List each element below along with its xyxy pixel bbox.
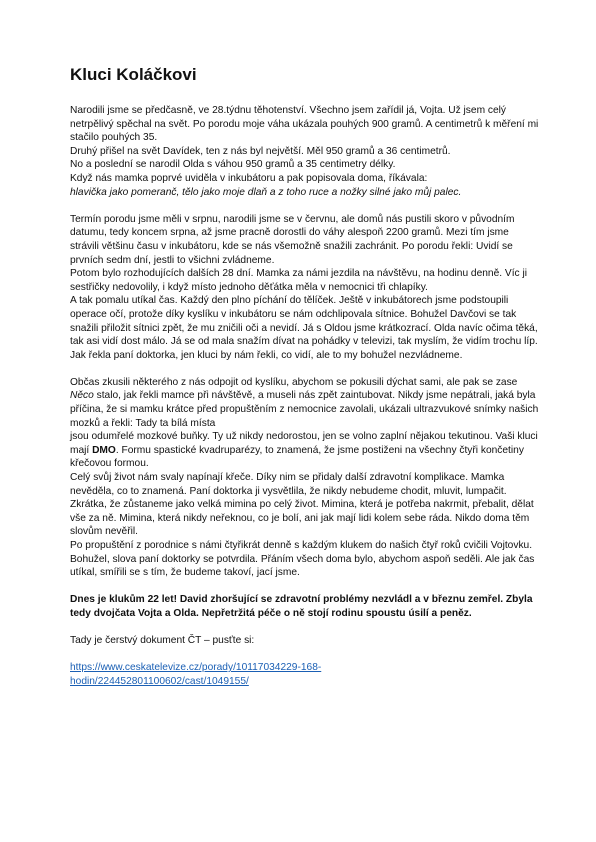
paragraph-line: No a poslední se narodil Olda s váhou 950 gramů a 35 centimetry délky. [70,159,396,171]
link-line[interactable]: https://www.ceskatelevize.cz/porady/10117034229-168- [70,662,322,674]
text-run: . Formu spastické kvadruparézy, to znamená, že jsme postiženi na všechny čtyři končetiny křečovou formou. [70,444,524,470]
link-line[interactable]: hodin/224452801100602/cast/1049155/ [70,675,249,687]
document-page [70,64,540,702]
paragraph-hospital [70,213,540,363]
paragraph-line: Celý svůj život nám svaly napínají křeče. Díky nim se přidaly další zdravotní komplikace. Mamka nevěděla, co to znamená. Paní doktorka ji vysvětlila, že nikdy nebudeme chodit, mluvit, lumpačit. Zkrátka, že zůstaneme jako velká mimina po celý život. Mimina, která je potřeba nakrmit, přebalit, dělat vše za ně. Mimina, která nikdy neřeknou, co je bolí, ani jak mají lidi kolem sebe ráda. Nikdo doma těm slovům nevěřil. [70,472,534,538]
paragraph-documentary [70,634,540,648]
paragraph-line: Když nás mamka poprvé uviděla v inkubátoru a pak popisovala doma, říkávala: [70,172,428,184]
paragraph-line [70,376,540,430]
text-run: stalo, jak řekli mamce při návštěvě, a museli nás zpět zaintubovat. Nikdy jsme nepátrali, jaká byla příčina, že si mamku krátce před propuštěním z nemocnice zavolali, ukázali ultrazvukové snímky našich mozků a řekli: Tady ta bílá místa [70,390,539,429]
paragraph-diagnosis [70,376,540,580]
text-run: jsou odumřelé mozkové buňky. Ty už nikdy nedorostou, jen se volno zaplní nějakou tekutinou. Vaši kluci mají [70,431,538,456]
paragraph-line: Po propuštění z porodnice s námi čtyřikrát denně s každým klukem do našich čtyř roků cvičili Vojtovku. Bohužel, slova paní doktorky se potvrdila. Přáním všech doma bylo, abychom aspoň seděli. Ale jak čas utíkal, smířili se s tím, že budeme takoví, jací jsme. [70,540,535,579]
paragraph-line: Narodili jsme se předčasně, ve 28.týdnu těhotenství. Všechno jsem zařídil já, Vojta. Už jsem celý netrpělivý spěchal na svět. Po porodu moje váha ukázala pouhých 900 gramů. A centimetrů k měření mi stačilo pouhých 35. [70,105,539,144]
paragraph-line: Druhý přišel na svět Davídek, ten z nás byl největší. Měl 950 gramů a 36 centimetrů. [70,145,451,157]
paragraph-line: Potom bylo rozhodujících dalších 28 dní. Mamka za námi jezdila na návštěvu, na hodinu denně. Víc ji sestřičky nedovolily, i když místo jednoho děťátka měla v nemocnici tři chlapíky. [70,268,527,293]
document-title: Kluci Koláčkovi [70,65,197,84]
paragraph-line [70,430,540,471]
italic-word: Něco [70,390,94,402]
italic-quote: hlavička jako pomeranč, tělo jako moje dlaň a z toho ruce a nožky silné jako můj palec. [70,186,462,198]
bold-abbreviation: DMO [92,444,116,456]
paragraph-today [70,593,540,620]
paragraph-line: Termín porodu jsme měli v srpnu, narodili jsme se v červnu, ale domů nás pustili skoro v původním datumu, tedy koncem srpna, až jsme pracně dorostli do váhy alespoň 2200 gramů. Mezi tím jsme strávili většinu času v inkubátoru, kde se nás všemožně snažili zachránit. Po porodu řekli: Uvidí se prvních sedm dní, jestli to všichni zvládneme. [70,213,515,266]
paragraph-line: Tady je čerstvý dokument ČT – pusťte si: [70,635,255,647]
text-run: Občas zkusili některého z nás odpojit od kyslíku, abychom se pokusili dýchat sami, ale pak se zase [70,376,518,388]
paragraph-line: A tak pomalu utíkal čas. Každý den plno píchání do tělíček. Ještě v inkubátorech jsme podstoupili operace očí, protože díky kyslíku v inkubátoru se nám odchlipovala sítnice. Bohužel Davčovi se tak snažili přiložit sítnici zpět, že mu zničili oči a nevidí. Já s Oldou jsme krátkozrací. Olda navíc očima těká, tak asi vidí dost málo. Já se od mala snažím dívat na pohádky v televizi, tak myslím, že vidím trochu líp. [70,295,538,348]
bold-paragraph: Dnes je klukům 22 let! David zhoršující se zdravotní problémy nezvládl a v březnu zemřel. Zbyla tedy dvojčata Vojta a Olda. Nepřetržitá péče o ně stojí rodinu spoustu úsilí a peněz. [70,594,533,619]
documentary-link[interactable] [70,661,540,688]
paragraph-line: Jak řekla paní doktorka, jen kluci by nám řekli, co vidí, ale to my bohužel nezvládneme. [70,349,463,361]
paragraph-birth [70,104,540,199]
